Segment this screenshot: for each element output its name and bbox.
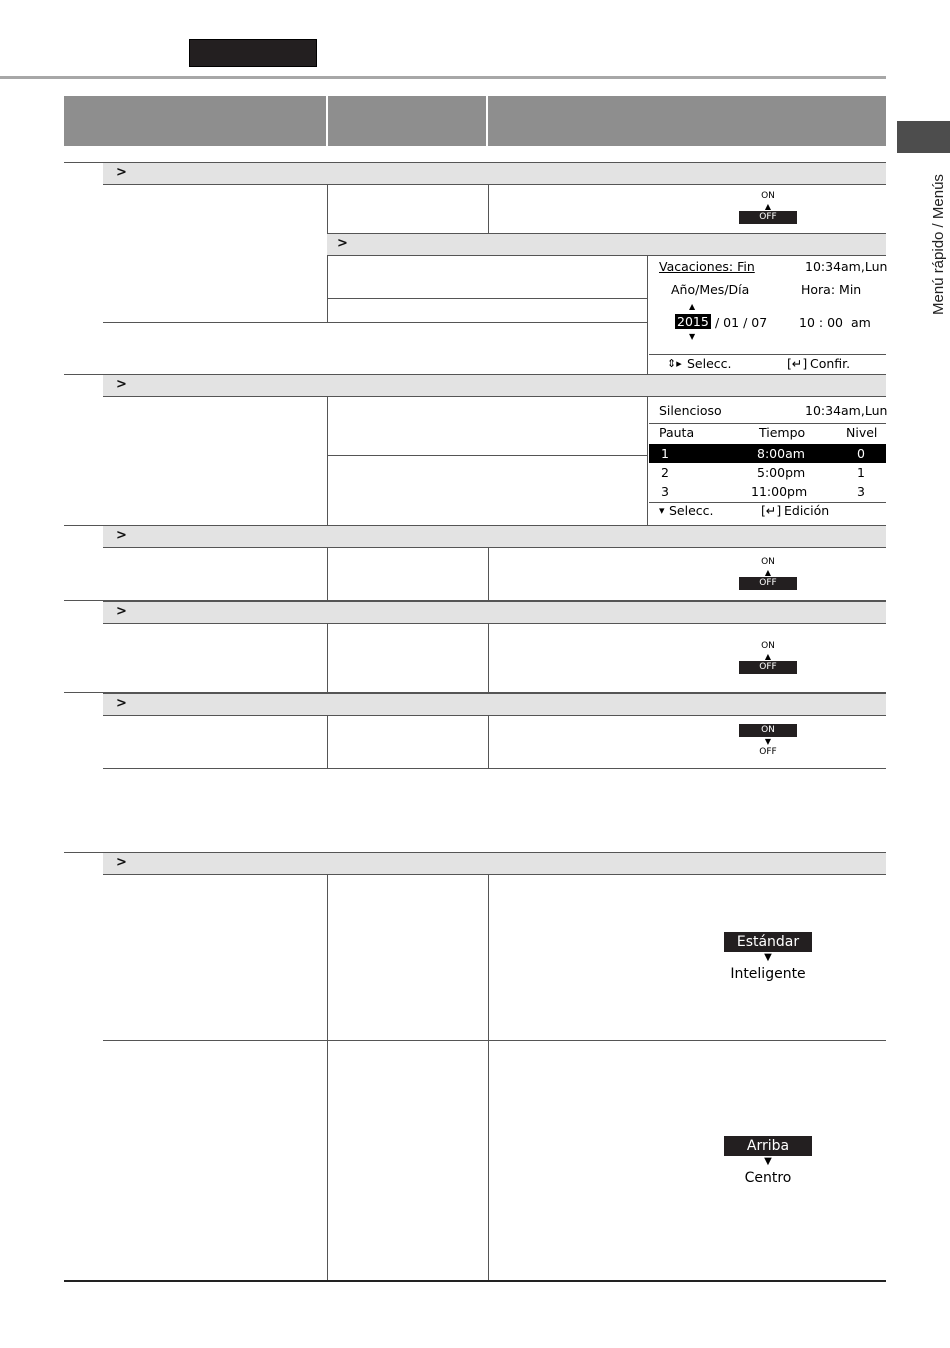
arrow-up-icon: ▲ (764, 652, 772, 661)
chevron-right-icon: > (116, 377, 127, 392)
row-pattern: 3 (661, 484, 669, 499)
table-row (649, 482, 886, 501)
chevron-right-icon: > (116, 855, 127, 870)
header-tab (189, 39, 317, 67)
row-time: 8:00am (757, 446, 805, 461)
col-divider (647, 397, 648, 525)
position-option-list (724, 1136, 812, 1188)
toggle-on-label: ON (761, 557, 775, 567)
table-row (649, 463, 886, 482)
chevron-right-icon: > (116, 165, 127, 180)
row-divider (103, 322, 647, 323)
silent-screen (649, 403, 886, 523)
header-pattern: Pauta (659, 425, 695, 440)
col-divider (327, 716, 328, 768)
toggle-on-label: ON (761, 191, 775, 201)
toggle-section-5 (738, 724, 798, 758)
screen-clock: 10:34am,Lun (805, 403, 888, 418)
col-divider (488, 875, 489, 1281)
down-icon: ▾ (659, 504, 665, 517)
footer-select: Selecc. (687, 356, 732, 371)
row-pattern: 2 (661, 465, 669, 480)
column-header-menu (64, 96, 326, 146)
col-divider (327, 397, 328, 525)
row-divider (327, 455, 647, 456)
arrow-down-icon: ▼ (764, 952, 772, 963)
col-divider (488, 624, 489, 692)
table-row (649, 444, 886, 463)
screen-clock: 10:34am,Lun (805, 259, 888, 274)
toggle-off-selected: OFF (739, 211, 797, 224)
arrow-down-icon: ▼ (764, 1156, 772, 1167)
side-section-label: Menú rápido / Menús (930, 174, 947, 315)
footer-confirm: Confir. (810, 356, 851, 371)
section-bar-5 (103, 693, 886, 716)
col-divider (327, 548, 328, 600)
toggle-off-selected: OFF (739, 661, 797, 674)
screen-title: Vacaciones: Fin (659, 259, 755, 274)
section-bar-3 (103, 525, 886, 548)
row-level: 0 (857, 446, 865, 461)
row-divider (103, 768, 886, 769)
arrow-up-icon: ▲ (689, 302, 696, 311)
col-divider (647, 256, 648, 374)
col-divider (327, 624, 328, 692)
row-pattern: 1 (661, 446, 669, 461)
section-bar-6 (103, 852, 886, 875)
screen-title: Silencioso (659, 403, 722, 418)
screen-rule (649, 354, 886, 355)
column-header-details (488, 96, 886, 146)
updown-icon: ⇕▸ (667, 357, 682, 370)
section-bar-2 (103, 374, 886, 397)
arrow-up-icon: ▲ (764, 202, 772, 211)
arrow-up-icon: ▲ (764, 568, 772, 577)
mode-other: Inteligente (730, 966, 806, 982)
screen-rule (649, 423, 886, 424)
header-time: Tiempo (759, 425, 806, 440)
toggle-off-selected: OFF (739, 577, 797, 590)
side-section-tab (897, 121, 950, 153)
sub-bar-vacation (327, 233, 886, 256)
position-other: Centro (744, 1170, 792, 1186)
chevron-right-icon: > (116, 696, 127, 711)
section-bar-1 (103, 162, 886, 185)
toggle-off-label: OFF (759, 747, 777, 757)
arrow-down-icon: ▼ (764, 737, 772, 746)
row-level: 1 (857, 465, 865, 480)
mode-selected: Estándar (724, 932, 812, 952)
toggle-on-label: ON (761, 641, 775, 651)
toggle-section-3 (738, 556, 798, 590)
col-divider (327, 875, 328, 1281)
footer-select: Selecc. (669, 503, 714, 518)
enter-icon: [↵] (761, 503, 782, 518)
column-header-setting (328, 96, 486, 146)
vacation-screen (649, 258, 886, 374)
row-time: 11:00pm (751, 484, 808, 499)
row-divider (103, 1040, 886, 1041)
date-label: Año/Mes/Día (671, 282, 750, 297)
chevron-right-icon: > (116, 528, 127, 543)
mode-option-list (724, 932, 812, 984)
row-level: 3 (857, 484, 865, 499)
col-divider (488, 185, 489, 233)
toggle-section-4 (738, 640, 798, 674)
table-bottom-rule (64, 1280, 886, 1282)
year-field: 2015 (677, 314, 709, 329)
header-level: Nivel (846, 425, 878, 440)
footer-edit: Edición (784, 503, 830, 518)
toggle-on-selected: ON (739, 724, 797, 737)
col-divider (488, 548, 489, 600)
time-field: 10 : 00 (799, 315, 843, 330)
chevron-right-icon: > (116, 604, 127, 619)
ampm-field: am (851, 315, 871, 330)
chevron-right-icon: > (337, 236, 348, 251)
row-divider (327, 298, 647, 299)
position-selected: Arriba (724, 1136, 812, 1156)
section-bar-4 (103, 601, 886, 624)
row-time: 5:00pm (757, 465, 806, 480)
month-day-field: / 01 / 07 (715, 315, 768, 330)
arrow-down-icon: ▼ (689, 332, 696, 341)
col-divider (488, 716, 489, 768)
toggle-vacation (738, 190, 798, 224)
enter-icon: [↵] (787, 356, 808, 371)
header-rule (0, 76, 886, 79)
time-label: Hora: Min (801, 282, 862, 297)
